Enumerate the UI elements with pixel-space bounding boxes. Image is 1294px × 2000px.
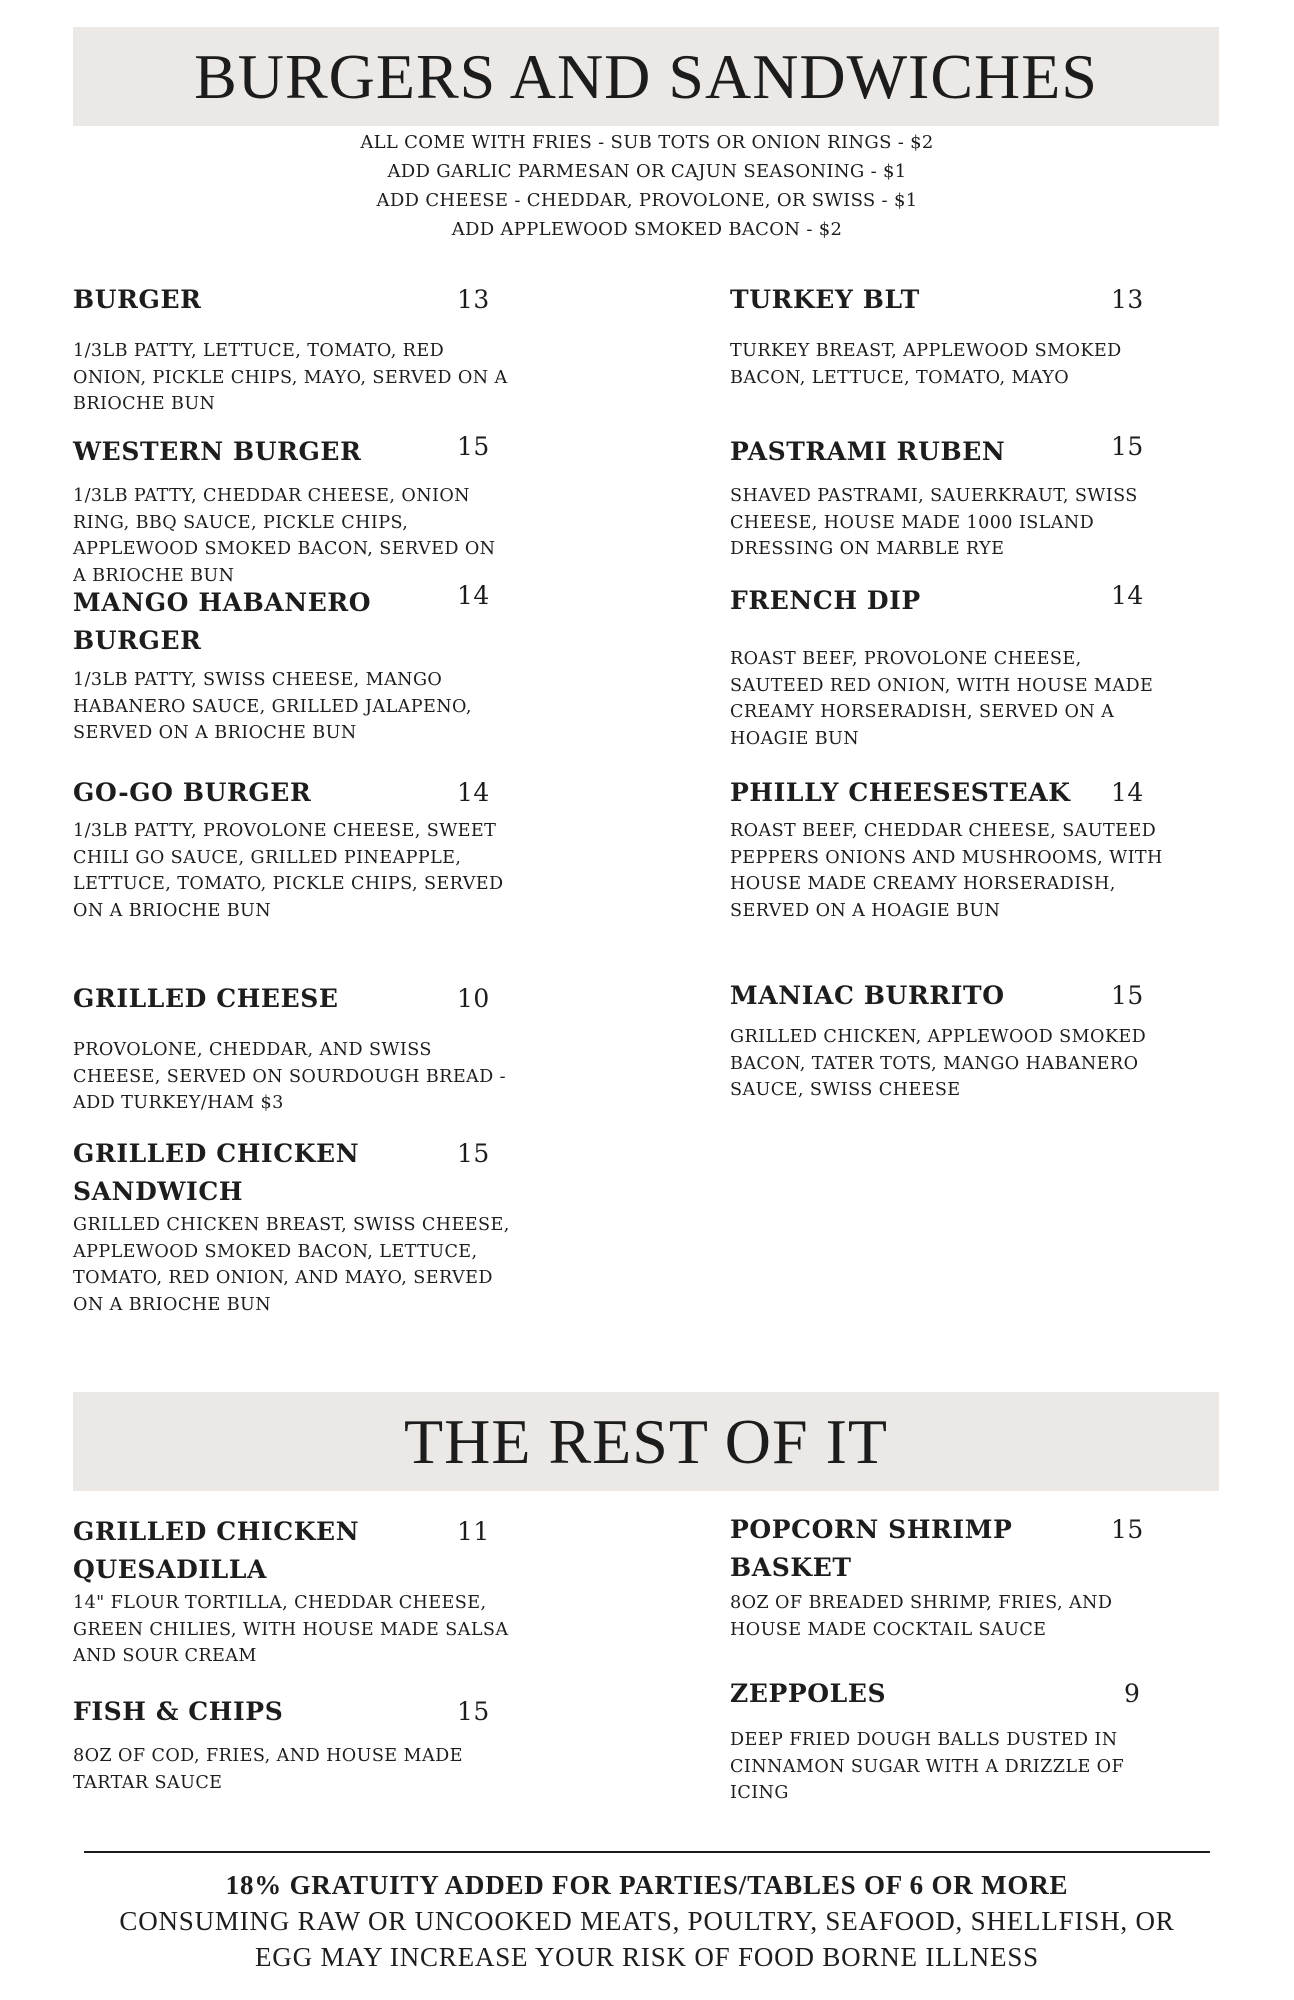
item-desc-maniac-burrito: GRILLED CHICKEN, APPLEWOOD SMOKED BACON, TATER TOTS, MANGO HABANERO SAUCE, SWISS CHEESE <box>730 1027 1147 1101</box>
burgers-section-banner <box>73 27 1219 126</box>
item-price-western-burger: 15 <box>457 432 490 461</box>
item-name-french-dip: FRENCH DIP <box>730 586 921 615</box>
item-desc-zeppoles: DEEP FRIED DOUGH BALLS DUSTED IN CINNAMON SUGAR WITH A DRIZZLE OF ICING <box>730 1730 1125 1804</box>
item-desc-french-dip: ROAST BEEF, PROVOLONE CHEESE, SAUTEED RED ONION, WITH HOUSE MADE CREAMY HORSERADISH, SERVED ON A HOAGIE BUN <box>730 649 1154 750</box>
intro-line: ADD GARLIC PARMESAN OR CAJUN SEASONING - $1 <box>387 161 907 182</box>
intro-line: ALL COME WITH FRIES - SUB TOTS OR ONION RINGS - $2 <box>360 132 934 153</box>
item-name-burger: BURGER <box>73 285 202 314</box>
item-price-french-dip: 14 <box>1111 581 1144 610</box>
footer-divider <box>84 1851 1210 1853</box>
item-desc-burger: 1/3LB PATTY, LETTUCE, TOMATO, RED ONION, PICKLE CHIPS, MAYO, SERVED ON A BRIOCHE BUN <box>73 341 508 415</box>
item-name-grilled-cheese: GRILLED CHEESE <box>73 984 339 1013</box>
item-price-turkey-blt: 13 <box>1111 285 1144 314</box>
item-name-mango-habanero-burger: MANGO HABANERO BURGER <box>73 588 372 655</box>
item-name-fish-and-chips: FISH & CHIPS <box>73 1697 284 1726</box>
item-name-grilled-chicken-sandwich: GRILLED CHICKEN SANDWICH <box>73 1139 360 1206</box>
gratuity-notice: 18% GRATUITY ADDED FOR PARTIES/TABLES OF 6 OR MORE <box>225 1870 1069 1900</box>
item-price-mango-habanero-burger: 14 <box>457 581 490 610</box>
item-name-western-burger: WESTERN BURGER <box>73 437 362 466</box>
item-price-burger: 13 <box>457 285 490 314</box>
burgers-intro <box>0 128 1294 244</box>
item-desc-grilled-chicken-quesadilla: 14" FLOUR TORTILLA, CHEDDAR CHEESE, GREEN CHILIES, WITH HOUSE MADE SALSA AND SOUR CREAM <box>73 1593 509 1667</box>
item-name-maniac-burrito: MANIAC BURRITO <box>730 981 1005 1010</box>
item-price-zeppoles: 9 <box>1124 1679 1141 1708</box>
burgers-section-title: BURGERS AND SANDWICHES <box>194 40 1098 112</box>
item-name-popcorn-shrimp-basket: POPCORN SHRIMP BASKET <box>730 1515 1013 1582</box>
item-name-pastrami-ruben: PASTRAMI RUBEN <box>730 437 1006 466</box>
item-desc-mango-habanero-burger: 1/3LB PATTY, SWISS CHEESE, MANGO HABANERO SAUCE, GRILLED JALAPENO, SERVED ON A BRIOCHE BUN <box>73 670 472 744</box>
item-desc-fish-and-chips: 8OZ OF COD, FRIES, AND HOUSE MADE TARTAR SAUCE <box>73 1746 463 1793</box>
rest-section-title: THE REST OF IT <box>404 1405 888 1477</box>
item-desc-philly-cheesesteak: ROAST BEEF, CHEDDAR CHEESE, SAUTEED PEPPERS ONIONS AND MUSHROOMS, WITH HOUSE MADE CREAMY HORSERADISH, SERVED ON A HOAGIE BUN <box>730 821 1163 922</box>
item-price-grilled-cheese: 10 <box>457 984 490 1013</box>
item-desc-pastrami-ruben: SHAVED PASTRAMI, SAUERKRAUT, SWISS CHEESE, HOUSE MADE 1000 ISLAND DRESSING ON MARBLE RYE <box>730 486 1138 560</box>
item-price-pastrami-ruben: 15 <box>1111 432 1144 461</box>
item-desc-grilled-cheese: PROVOLONE, CHEDDAR, AND SWISS CHEESE, SERVED ON SOURDOUGH BREAD - ADD TURKEY/HAM $3 <box>73 1040 507 1114</box>
item-name-zeppoles: ZEPPOLES <box>730 1679 887 1708</box>
intro-line: ADD APPLEWOOD SMOKED BACON - $2 <box>451 219 843 240</box>
item-desc-popcorn-shrimp-basket: 8OZ OF BREADED SHRIMP, FRIES, AND HOUSE MADE COCKTAIL SAUCE <box>730 1593 1113 1640</box>
item-name-philly-cheesesteak: PHILLY CHEESESTEAK <box>730 778 1071 807</box>
rest-section-banner <box>73 1392 1219 1491</box>
intro-line: ADD CHEESE - CHEDDAR, PROVOLONE, OR SWISS - $1 <box>376 190 918 211</box>
item-desc-go-go-burger: 1/3LB PATTY, PROVOLONE CHEESE, SWEET CHILI GO SAUCE, GRILLED PINEAPPLE, LETTUCE, TOMATO, PICKLE CHIPS, SERVED ON A BRIOCHE BUN <box>73 821 504 922</box>
item-desc-turkey-blt: TURKEY BREAST, APPLEWOOD SMOKED BACON, LETTUCE, TOMATO, MAYO <box>730 341 1122 388</box>
food-safety-warning: CONSUMING RAW OR UNCOOKED MEATS, POULTRY, SEAFOOD, SHELLFISH, OR EGG MAY INCREASE YOUR RISK OF FOOD BORNE ILLNESS <box>119 1906 1175 1972</box>
item-price-maniac-burrito: 15 <box>1111 981 1144 1010</box>
item-price-popcorn-shrimp-basket: 15 <box>1111 1515 1144 1544</box>
item-price-grilled-chicken-quesadilla: 11 <box>457 1517 490 1546</box>
item-price-grilled-chicken-sandwich: 15 <box>457 1139 490 1168</box>
item-price-fish-and-chips: 15 <box>457 1697 490 1726</box>
item-price-go-go-burger: 14 <box>457 778 490 807</box>
item-desc-grilled-chicken-sandwich: GRILLED CHICKEN BREAST, SWISS CHEESE, APPLEWOOD SMOKED BACON, LETTUCE, TOMATO, RED ONION, AND MAYO, SERVED ON A BRIOCHE BUN <box>73 1215 510 1316</box>
item-name-go-go-burger: GO-GO BURGER <box>73 778 312 807</box>
item-name-turkey-blt: TURKEY BLT <box>730 285 920 314</box>
item-desc-western-burger: 1/3LB PATTY, CHEDDAR CHEESE, ONION RING, BBQ SAUCE, PICKLE CHIPS, APPLEWOOD SMOKED BACON, SERVED ON A BRIOCHE BUN <box>73 486 496 587</box>
item-price-philly-cheesesteak: 14 <box>1111 778 1144 807</box>
item-name-grilled-chicken-quesadilla: GRILLED CHICKEN QUESADILLA <box>73 1517 360 1584</box>
